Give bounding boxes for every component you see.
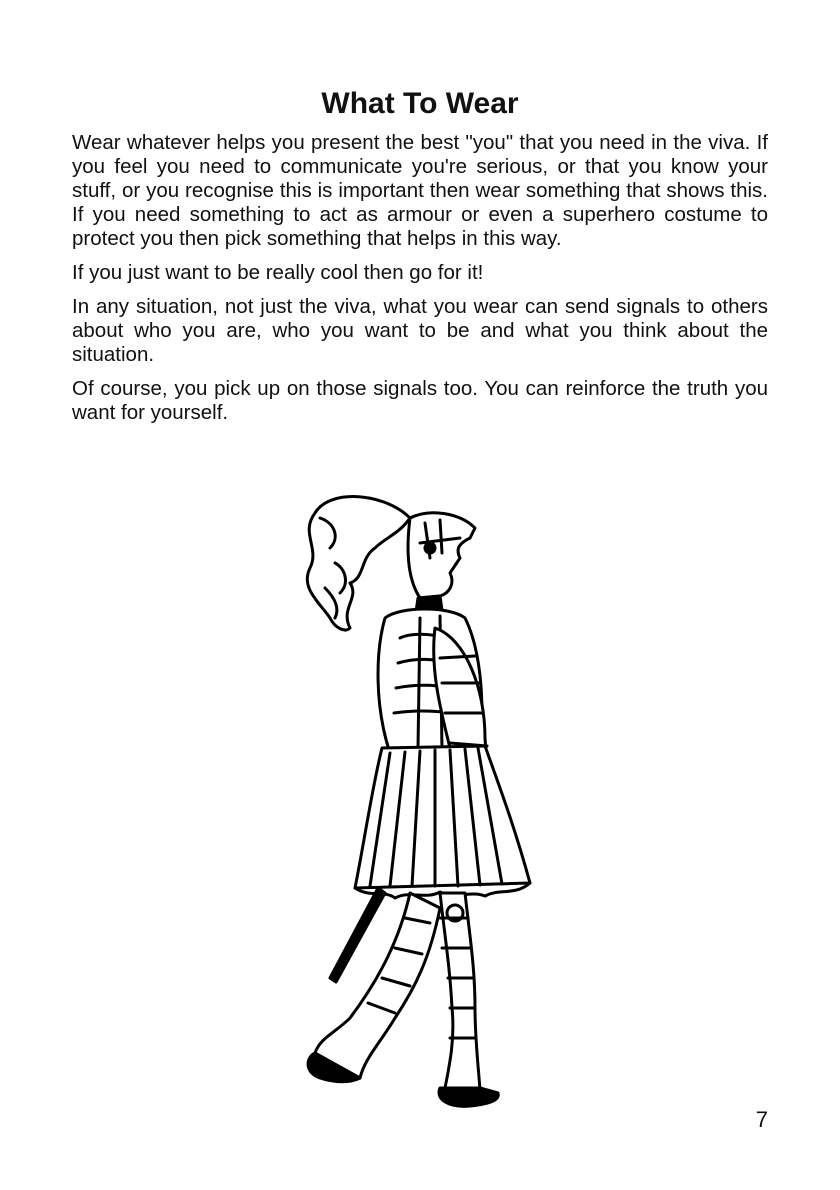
knight-drawing <box>290 488 550 1113</box>
front-leg <box>440 893 480 1090</box>
page-title: What To Wear <box>321 87 519 120</box>
front-foot <box>439 1088 498 1106</box>
paragraph: Of course, you pick up on those signals too. You can reinforce the truth you want for yourself. <box>72 377 768 424</box>
paragraph: Wear whatever helps you present the best "you" that you need in the viva. If you feel you need to communicate you're serious, or that you know your stuff, or you recognise this is important then wear something that shows this. If you need something to act as armour or even a superhero costume to protect you then pick something that helps in this way. <box>72 131 768 250</box>
sword <box>330 888 385 982</box>
paragraph: In any situation, not just the viva, what you wear can send signals to others about who you are, who you want to be and what you think about the situation. <box>72 295 768 366</box>
paragraph: If you just want to be really cool then go for it! <box>72 261 484 284</box>
body-text <box>72 131 768 435</box>
knight-illustration <box>290 488 550 1113</box>
page-number: 7 <box>755 1107 768 1132</box>
plume <box>307 497 410 630</box>
